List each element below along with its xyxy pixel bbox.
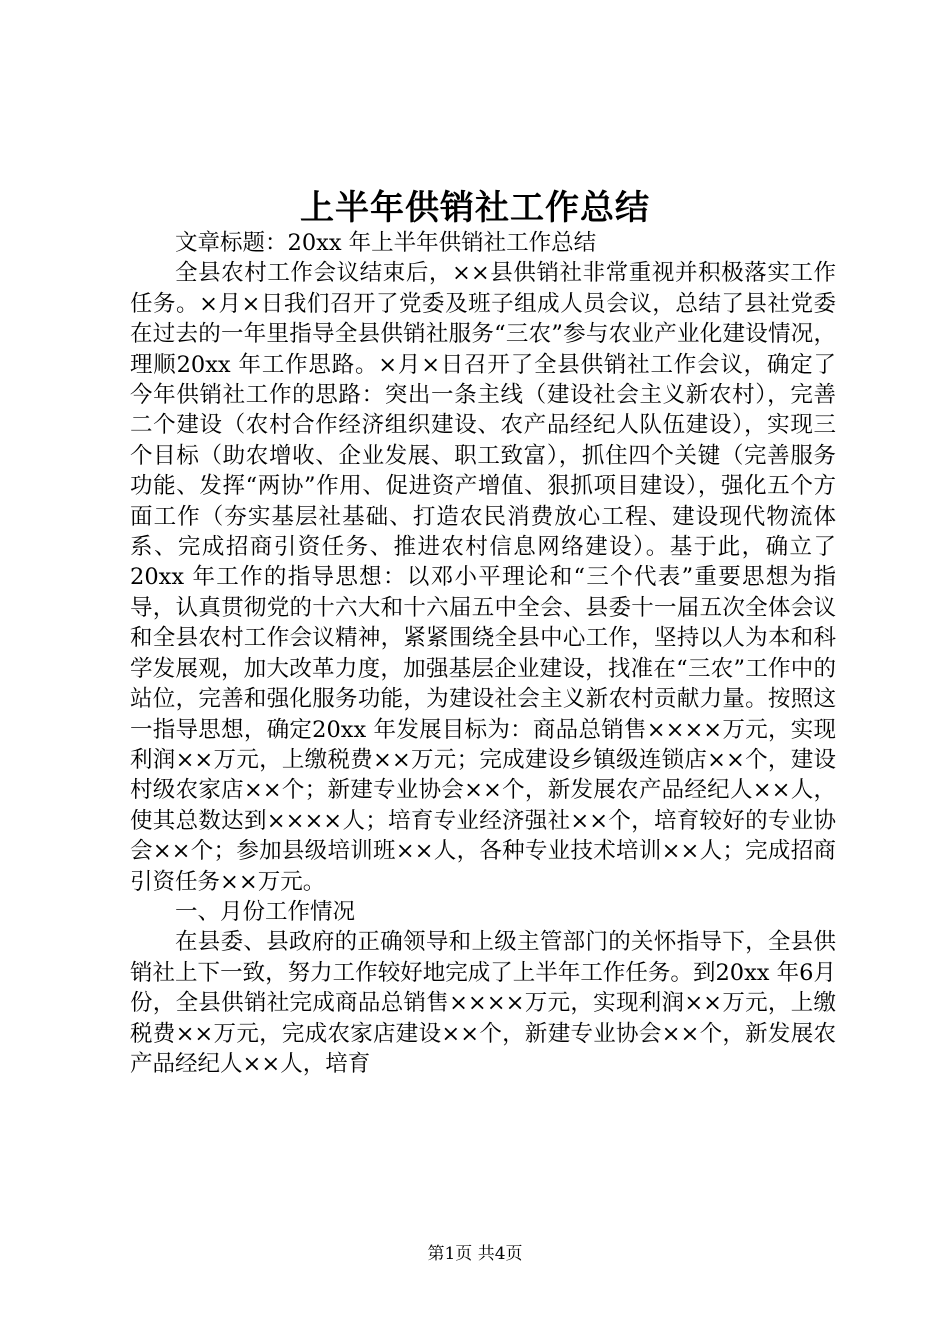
- section-paragraph: 在县委、县政府的正确领导和上级主管部门的关怀指导下，全县供销社上下一致，努力工作较好地完成了上半年工作任务。到20xx 年6月份，全县供销社完成商品总销售××××万元，实现利润××万元，上缴税费××万元，完成农家店建设××个，新建专业协会××个，新发展农产品经纪人××人，培育: [130, 929, 836, 1077]
- document-title: 上半年供销社工作总结: [300, 188, 650, 228]
- article-title-line: 文章标题：20xx 年上半年供销社工作总结: [175, 230, 597, 256]
- section-heading: 一、月份工作情况: [175, 898, 356, 925]
- body-paragraph: 全县农村工作会议结束后，××县供销社非常重视并积极落实工作任务。×月×日我们召开了党委及班子组成人员会议，总结了县社党委在过去的一年里指导全县供销社服务“三农”参与农业产业化建设情况，理顺20xx 年工作思路。×月×日召开了全县供销社工作会议，确定了今年供销社工作的思路：突出一条主线（建设社会主义新农村），完善二个建设（农村合作经济组织建设、农产品经纪人队伍建设），实现三个目标（助农增收、企业发展、职工致富），抓住四个关键（完善服务功能、发挥“两协”作用、促进资产增值、狠抓项目建设），强化五个方面工作（夯实基层社基础、打造农民消费放心工程、建设现代物流体系、完成招商引资任务、推进农村信息网络建设）。基于此，确立了20xx 年工作的指导思想：以邓小平理论和“三个代表”重要思想为指导，认真贯彻党的十六大和十六届五中全会、县委十一届五次全体会议和全县农村工作会议精神，紧紧围绕全县中心工作，坚持以人为本和科学发展观，加大改革力度，加强基层企业建设，找准在“三农”工作中的站位，完善和强化服务功能，为建设社会主义新农村贡献力量。按照这一指导思想，确定20xx 年发展目标为：商品总销售××××万元，实现利润××万元，上缴税费××万元；完成建设乡镇级连锁店××个，建设村级农家店××个；新建专业协会××个，新发展农产品经纪人××人，使其总数达到××××人；培育专业经济强社××个，培育较好的专业协会××个；参加县级培训班××人，各种专业技术培训××人；完成招商引资任务××万元。: [130, 260, 836, 895]
- page-footer: 第1页 共4页: [427, 1244, 523, 1264]
- document-body: [130, 228, 836, 1079]
